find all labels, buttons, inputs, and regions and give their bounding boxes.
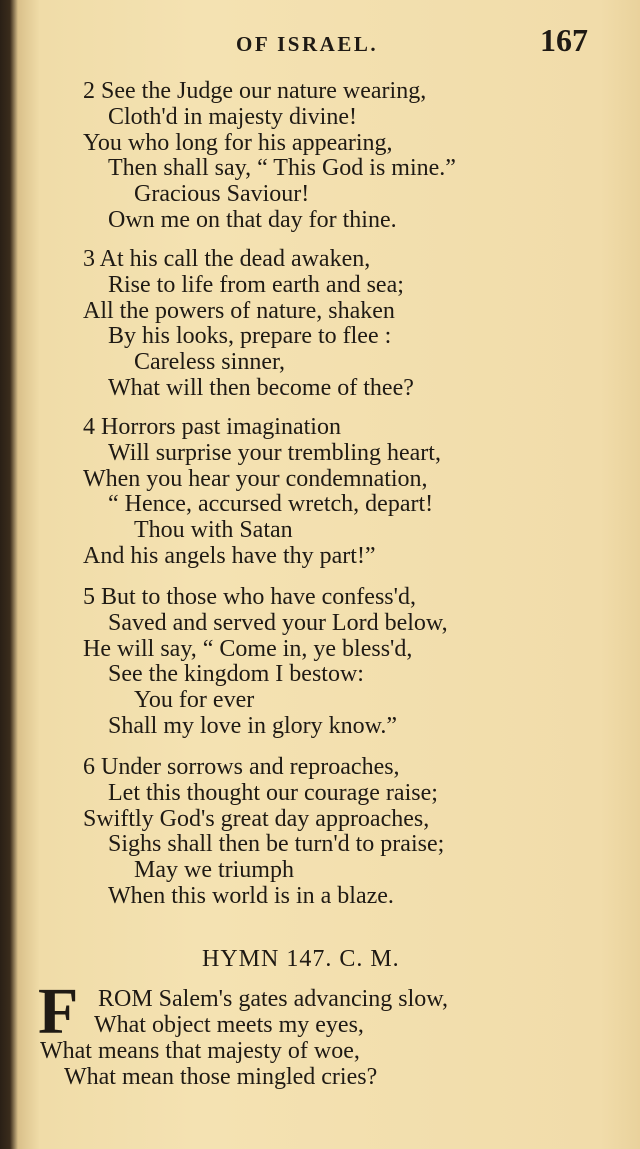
verse-line: Rise to life from earth and sea;: [108, 271, 404, 298]
verse-line: Thou with Satan: [134, 517, 293, 544]
verse-line: When you hear your condemnation,: [83, 465, 428, 492]
verse-line: May we triumph: [134, 857, 294, 884]
page-header: [0, 22, 640, 62]
verse-line: Careless sinner,: [134, 349, 285, 376]
verse-line: 2 See the Judge our nature wearing,: [83, 78, 427, 104]
verse-line: You who long for his appearing,: [83, 129, 393, 156]
verse-line: See the kingdom I bestow:: [108, 661, 364, 688]
verse-line: Swiftly God's great day approaches,: [83, 805, 430, 832]
verse-line: Let this thought our courage raise;: [108, 779, 438, 806]
verse-line: All the powers of nature, shaken: [83, 297, 395, 324]
verse-line: You for ever: [134, 687, 255, 714]
verse-line: What means that majesty of woe,: [40, 1038, 360, 1064]
verse-line: Sighs shall then be turn'd to praise;: [108, 831, 445, 858]
verse-line: Will surprise your trembling heart,: [108, 439, 441, 466]
verse-line: 3 At his call the dead awaken,: [83, 246, 371, 272]
verse-line: Shall my love in glory know.”: [108, 713, 398, 739]
verse-line: What mean those mingled cries?: [64, 1064, 378, 1090]
verse-line: When this world is in a blaze.: [108, 883, 394, 909]
verse-line: 5 But to those who have confess'd,: [83, 584, 416, 610]
verse-line: “ Hence, accursed wretch, depart!: [108, 491, 434, 518]
verse-line: ROM Salem's gates advancing slow,: [98, 986, 449, 1012]
verse-line: Gracious Saviour!: [134, 181, 310, 208]
verse-line: What object meets my eyes,: [94, 1012, 364, 1038]
verse-line: What will then become of thee?: [108, 375, 414, 401]
running-head: OF ISRAEL.: [236, 32, 379, 56]
page-number: 167: [540, 22, 588, 58]
verse-line: 4 Horrors past imagination: [83, 414, 341, 440]
verse-line: And his angels have thy part!”: [83, 543, 376, 569]
verse-line: Saved and served your Lord below,: [108, 609, 448, 636]
verse-line: Cloth'd in majesty divine!: [108, 103, 357, 130]
verse-line: By his looks, prepare to flee :: [108, 323, 392, 350]
verse-line: He will say, “ Come in, ye bless'd,: [83, 635, 413, 662]
verse-line: Own me on that day for thine.: [108, 207, 397, 233]
verse-line: 6 Under sorrows and reproaches,: [83, 754, 400, 780]
drop-cap: F: [38, 975, 79, 1048]
hymn-heading: HYMN 147. C. M.: [202, 946, 400, 972]
verse-line: Then shall say, “ This God is mine.”: [108, 155, 456, 182]
